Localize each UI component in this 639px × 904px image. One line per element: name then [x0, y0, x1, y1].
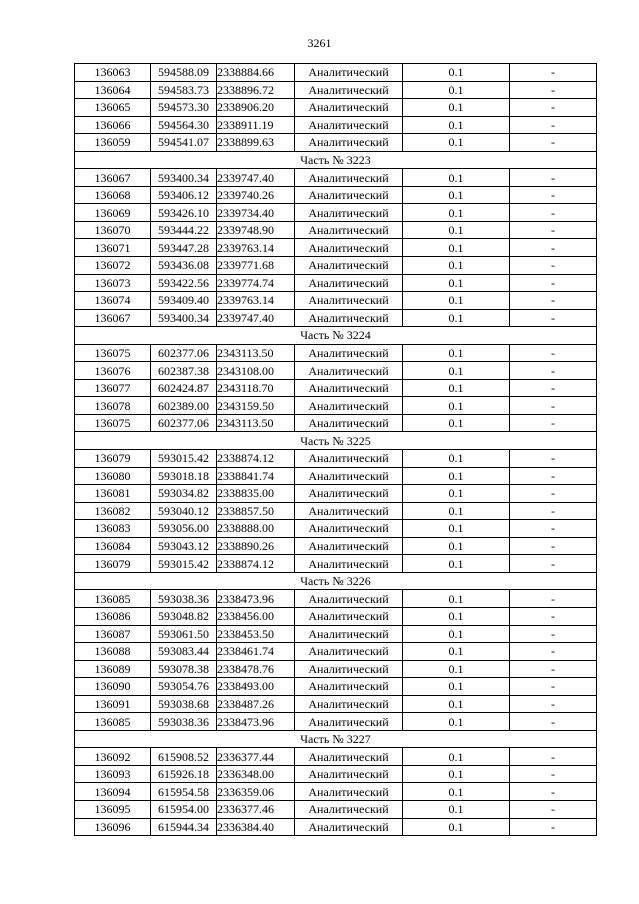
table-row: [75, 748, 597, 766]
method-cell: Аналитический: [295, 221, 403, 239]
note-cell: -: [510, 169, 597, 187]
table-row: [75, 414, 597, 432]
y-coordinate-cell: 2338461.74: [217, 643, 295, 661]
x-coordinate-cell: 593406.12: [151, 186, 217, 204]
method-cell: Аналитический: [295, 502, 403, 520]
note-cell: -: [510, 81, 597, 99]
point-number-cell: 136077: [75, 379, 151, 397]
y-coordinate-cell: 2338841.74: [217, 467, 295, 485]
note-cell: -: [510, 678, 597, 696]
note-cell: -: [510, 362, 597, 380]
y-coordinate-cell: 2343159.50: [217, 397, 295, 415]
x-coordinate-cell: 615944.34: [151, 818, 217, 836]
note-cell: -: [510, 625, 597, 643]
x-coordinate-cell: 593054.76: [151, 678, 217, 696]
table-row: [75, 344, 597, 362]
x-coordinate-cell: 593061.50: [151, 625, 217, 643]
point-number-cell: 136067: [75, 309, 151, 327]
table-row: [75, 765, 597, 783]
note-cell: -: [510, 537, 597, 555]
y-coordinate-cell: 2343113.50: [217, 344, 295, 362]
point-number-cell: 136076: [75, 362, 151, 380]
x-coordinate-cell: 593436.08: [151, 257, 217, 275]
note-cell: -: [510, 485, 597, 503]
table-row: [75, 467, 597, 485]
y-coordinate-cell: 2338906.20: [217, 99, 295, 117]
coordinates-table: [74, 63, 597, 836]
note-cell: -: [510, 292, 597, 310]
precision-cell: 0.1: [403, 99, 510, 117]
y-coordinate-cell: 2338911.19: [217, 116, 295, 134]
table-row: [75, 643, 597, 661]
y-coordinate-cell: 2339763.14: [217, 292, 295, 310]
y-coordinate-cell: 2339747.40: [217, 169, 295, 187]
note-cell: -: [510, 502, 597, 520]
method-cell: Аналитический: [295, 99, 403, 117]
part-header-row: [75, 730, 597, 748]
method-cell: Аналитический: [295, 204, 403, 222]
point-number-cell: 136095: [75, 800, 151, 818]
precision-cell: 0.1: [403, 590, 510, 608]
part-header: Часть № 3223: [75, 151, 597, 169]
x-coordinate-cell: 593015.42: [151, 450, 217, 468]
point-number-cell: 136066: [75, 116, 151, 134]
x-coordinate-cell: 593038.36: [151, 713, 217, 731]
part-header-row: [75, 432, 597, 450]
method-cell: Аналитический: [295, 643, 403, 661]
y-coordinate-cell: 2336384.40: [217, 818, 295, 836]
precision-cell: 0.1: [403, 204, 510, 222]
method-cell: Аналитический: [295, 537, 403, 555]
table-row: [75, 485, 597, 503]
point-number-cell: 136078: [75, 397, 151, 415]
note-cell: -: [510, 397, 597, 415]
note-cell: -: [510, 590, 597, 608]
point-number-cell: 136083: [75, 520, 151, 538]
x-coordinate-cell: 593040.12: [151, 502, 217, 520]
table-row: [75, 397, 597, 415]
table-row: [75, 450, 597, 468]
method-cell: Аналитический: [295, 783, 403, 801]
part-header: Часть № 3225: [75, 432, 597, 450]
y-coordinate-cell: 2338478.76: [217, 660, 295, 678]
precision-cell: 0.1: [403, 274, 510, 292]
y-coordinate-cell: 2338874.12: [217, 555, 295, 573]
point-number-cell: 136072: [75, 257, 151, 275]
method-cell: Аналитический: [295, 678, 403, 696]
note-cell: -: [510, 818, 597, 836]
method-cell: Аналитический: [295, 765, 403, 783]
table-row: [75, 99, 597, 117]
method-cell: Аналитический: [295, 274, 403, 292]
y-coordinate-cell: 2338493.00: [217, 678, 295, 696]
y-coordinate-cell: 2343113.50: [217, 414, 295, 432]
table-row: [75, 186, 597, 204]
x-coordinate-cell: 593426.10: [151, 204, 217, 222]
note-cell: -: [510, 64, 597, 82]
note-cell: -: [510, 643, 597, 661]
note-cell: -: [510, 783, 597, 801]
y-coordinate-cell: 2336359.06: [217, 783, 295, 801]
method-cell: Аналитический: [295, 116, 403, 134]
point-number-cell: 136074: [75, 292, 151, 310]
point-number-cell: 136080: [75, 467, 151, 485]
x-coordinate-cell: 593444.22: [151, 221, 217, 239]
method-cell: Аналитический: [295, 818, 403, 836]
x-coordinate-cell: 594588.09: [151, 64, 217, 82]
table-row: [75, 537, 597, 555]
method-cell: Аналитический: [295, 800, 403, 818]
point-number-cell: 136079: [75, 450, 151, 468]
method-cell: Аналитический: [295, 257, 403, 275]
note-cell: -: [510, 99, 597, 117]
x-coordinate-cell: 594573.30: [151, 99, 217, 117]
point-number-cell: 136068: [75, 186, 151, 204]
point-number-cell: 136082: [75, 502, 151, 520]
y-coordinate-cell: 2338890.26: [217, 537, 295, 555]
point-number-cell: 136065: [75, 99, 151, 117]
point-number-cell: 136071: [75, 239, 151, 257]
y-coordinate-cell: 2338456.00: [217, 607, 295, 625]
point-number-cell: 136073: [75, 274, 151, 292]
point-number-cell: 136087: [75, 625, 151, 643]
note-cell: -: [510, 239, 597, 257]
table-row: [75, 257, 597, 275]
x-coordinate-cell: 593038.68: [151, 695, 217, 713]
x-coordinate-cell: 594564.30: [151, 116, 217, 134]
table-row: [75, 502, 597, 520]
precision-cell: 0.1: [403, 81, 510, 99]
note-cell: -: [510, 186, 597, 204]
y-coordinate-cell: 2338896.72: [217, 81, 295, 99]
precision-cell: 0.1: [403, 450, 510, 468]
y-coordinate-cell: 2336348.00: [217, 765, 295, 783]
precision-cell: 0.1: [403, 678, 510, 696]
table-row: [75, 64, 597, 82]
x-coordinate-cell: 593400.34: [151, 309, 217, 327]
method-cell: Аналитический: [295, 555, 403, 573]
point-number-cell: 136089: [75, 660, 151, 678]
y-coordinate-cell: 2343118.70: [217, 379, 295, 397]
table-row: [75, 660, 597, 678]
y-coordinate-cell: 2338888.00: [217, 520, 295, 538]
table-row: [75, 134, 597, 152]
y-coordinate-cell: 2338473.96: [217, 590, 295, 608]
method-cell: Аналитический: [295, 379, 403, 397]
method-cell: Аналитический: [295, 186, 403, 204]
part-header: Часть № 3227: [75, 730, 597, 748]
table-row: [75, 818, 597, 836]
y-coordinate-cell: 2339740.26: [217, 186, 295, 204]
precision-cell: 0.1: [403, 765, 510, 783]
note-cell: -: [510, 800, 597, 818]
x-coordinate-cell: 615908.52: [151, 748, 217, 766]
x-coordinate-cell: 593043.12: [151, 537, 217, 555]
precision-cell: 0.1: [403, 643, 510, 661]
note-cell: -: [510, 257, 597, 275]
table-row: [75, 292, 597, 310]
point-number-cell: 136075: [75, 344, 151, 362]
point-number-cell: 136091: [75, 695, 151, 713]
y-coordinate-cell: 2338487.26: [217, 695, 295, 713]
y-coordinate-cell: 2336377.46: [217, 800, 295, 818]
note-cell: -: [510, 309, 597, 327]
precision-cell: 0.1: [403, 64, 510, 82]
table-row: [75, 678, 597, 696]
y-coordinate-cell: 2338899.63: [217, 134, 295, 152]
y-coordinate-cell: 2338857.50: [217, 502, 295, 520]
point-number-cell: 136092: [75, 748, 151, 766]
x-coordinate-cell: 602377.06: [151, 344, 217, 362]
note-cell: -: [510, 765, 597, 783]
note-cell: -: [510, 414, 597, 432]
method-cell: Аналитический: [295, 292, 403, 310]
note-cell: -: [510, 660, 597, 678]
method-cell: Аналитический: [295, 625, 403, 643]
x-coordinate-cell: 602377.06: [151, 414, 217, 432]
y-coordinate-cell: 2336377.44: [217, 748, 295, 766]
point-number-cell: 136084: [75, 537, 151, 555]
x-coordinate-cell: 593078.38: [151, 660, 217, 678]
x-coordinate-cell: 615926.18: [151, 765, 217, 783]
note-cell: -: [510, 450, 597, 468]
note-cell: -: [510, 467, 597, 485]
point-number-cell: 136070: [75, 221, 151, 239]
note-cell: -: [510, 555, 597, 573]
method-cell: Аналитический: [295, 485, 403, 503]
point-number-cell: 136096: [75, 818, 151, 836]
y-coordinate-cell: 2338835.00: [217, 485, 295, 503]
method-cell: Аналитический: [295, 344, 403, 362]
table-row: [75, 783, 597, 801]
precision-cell: 0.1: [403, 169, 510, 187]
method-cell: Аналитический: [295, 239, 403, 257]
method-cell: Аналитический: [295, 309, 403, 327]
precision-cell: 0.1: [403, 660, 510, 678]
table-row: [75, 274, 597, 292]
method-cell: Аналитический: [295, 695, 403, 713]
x-coordinate-cell: 602424.87: [151, 379, 217, 397]
note-cell: -: [510, 134, 597, 152]
table-row: [75, 81, 597, 99]
point-number-cell: 136059: [75, 134, 151, 152]
x-coordinate-cell: 593056.00: [151, 520, 217, 538]
note-cell: -: [510, 274, 597, 292]
point-number-cell: 136067: [75, 169, 151, 187]
part-header: Часть № 3226: [75, 572, 597, 590]
y-coordinate-cell: 2338453.50: [217, 625, 295, 643]
x-coordinate-cell: 593034.82: [151, 485, 217, 503]
point-number-cell: 136064: [75, 81, 151, 99]
point-number-cell: 136079: [75, 555, 151, 573]
x-coordinate-cell: 602389.00: [151, 397, 217, 415]
table-row: [75, 362, 597, 380]
point-number-cell: 136085: [75, 590, 151, 608]
precision-cell: 0.1: [403, 292, 510, 310]
method-cell: Аналитический: [295, 450, 403, 468]
coordinates-table-body: [75, 64, 597, 836]
precision-cell: 0.1: [403, 414, 510, 432]
y-coordinate-cell: 2338874.12: [217, 450, 295, 468]
part-header: Часть № 3224: [75, 327, 597, 345]
point-number-cell: 136075: [75, 414, 151, 432]
method-cell: Аналитический: [295, 467, 403, 485]
page-number: 3261: [307, 36, 332, 50]
x-coordinate-cell: 594541.07: [151, 134, 217, 152]
precision-cell: 0.1: [403, 502, 510, 520]
part-header-row: [75, 572, 597, 590]
table-row: [75, 116, 597, 134]
point-number-cell: 136085: [75, 713, 151, 731]
note-cell: -: [510, 695, 597, 713]
table-row: [75, 169, 597, 187]
x-coordinate-cell: 594583.73: [151, 81, 217, 99]
point-number-cell: 136069: [75, 204, 151, 222]
precision-cell: 0.1: [403, 309, 510, 327]
note-cell: -: [510, 748, 597, 766]
method-cell: Аналитический: [295, 362, 403, 380]
x-coordinate-cell: 593409.40: [151, 292, 217, 310]
x-coordinate-cell: 593015.42: [151, 555, 217, 573]
table-row: [75, 607, 597, 625]
method-cell: Аналитический: [295, 397, 403, 415]
method-cell: Аналитический: [295, 520, 403, 538]
method-cell: Аналитический: [295, 81, 403, 99]
method-cell: Аналитический: [295, 660, 403, 678]
table-row: [75, 713, 597, 731]
y-coordinate-cell: 2339747.40: [217, 309, 295, 327]
table-row: [75, 221, 597, 239]
x-coordinate-cell: 593083.44: [151, 643, 217, 661]
y-coordinate-cell: 2338884.66: [217, 64, 295, 82]
x-coordinate-cell: 593400.34: [151, 169, 217, 187]
method-cell: Аналитический: [295, 64, 403, 82]
y-coordinate-cell: 2338473.96: [217, 713, 295, 731]
method-cell: Аналитический: [295, 414, 403, 432]
method-cell: Аналитический: [295, 607, 403, 625]
precision-cell: 0.1: [403, 800, 510, 818]
note-cell: -: [510, 221, 597, 239]
precision-cell: 0.1: [403, 713, 510, 731]
note-cell: -: [510, 607, 597, 625]
precision-cell: 0.1: [403, 783, 510, 801]
precision-cell: 0.1: [403, 362, 510, 380]
table-row: [75, 555, 597, 573]
y-coordinate-cell: 2339774.74: [217, 274, 295, 292]
table-row: [75, 590, 597, 608]
y-coordinate-cell: 2339748.90: [217, 221, 295, 239]
precision-cell: 0.1: [403, 485, 510, 503]
point-number-cell: 136063: [75, 64, 151, 82]
precision-cell: 0.1: [403, 134, 510, 152]
point-number-cell: 136081: [75, 485, 151, 503]
part-header-row: [75, 327, 597, 345]
point-number-cell: 136093: [75, 765, 151, 783]
x-coordinate-cell: 615954.00: [151, 800, 217, 818]
precision-cell: 0.1: [403, 379, 510, 397]
part-header-row: [75, 151, 597, 169]
precision-cell: 0.1: [403, 748, 510, 766]
precision-cell: 0.1: [403, 257, 510, 275]
note-cell: -: [510, 204, 597, 222]
method-cell: Аналитический: [295, 713, 403, 731]
point-number-cell: 136094: [75, 783, 151, 801]
y-coordinate-cell: 2339771.68: [217, 257, 295, 275]
y-coordinate-cell: 2339763.14: [217, 239, 295, 257]
precision-cell: 0.1: [403, 520, 510, 538]
table-row: [75, 204, 597, 222]
note-cell: -: [510, 116, 597, 134]
x-coordinate-cell: 593038.36: [151, 590, 217, 608]
table-row: [75, 379, 597, 397]
precision-cell: 0.1: [403, 555, 510, 573]
precision-cell: 0.1: [403, 186, 510, 204]
precision-cell: 0.1: [403, 537, 510, 555]
precision-cell: 0.1: [403, 607, 510, 625]
precision-cell: 0.1: [403, 625, 510, 643]
table-row: [75, 239, 597, 257]
method-cell: Аналитический: [295, 134, 403, 152]
table-row: [75, 625, 597, 643]
x-coordinate-cell: 593018.18: [151, 467, 217, 485]
point-number-cell: 136090: [75, 678, 151, 696]
note-cell: -: [510, 379, 597, 397]
precision-cell: 0.1: [403, 116, 510, 134]
method-cell: Аналитический: [295, 169, 403, 187]
note-cell: -: [510, 520, 597, 538]
note-cell: -: [510, 713, 597, 731]
method-cell: Аналитический: [295, 590, 403, 608]
point-number-cell: 136086: [75, 607, 151, 625]
x-coordinate-cell: 593422.56: [151, 274, 217, 292]
table-row: [75, 695, 597, 713]
x-coordinate-cell: 615954.58: [151, 783, 217, 801]
x-coordinate-cell: 602387.38: [151, 362, 217, 380]
note-cell: -: [510, 344, 597, 362]
precision-cell: 0.1: [403, 221, 510, 239]
precision-cell: 0.1: [403, 239, 510, 257]
table-row: [75, 309, 597, 327]
precision-cell: 0.1: [403, 344, 510, 362]
table-row: [75, 520, 597, 538]
precision-cell: 0.1: [403, 695, 510, 713]
point-number-cell: 136088: [75, 643, 151, 661]
method-cell: Аналитический: [295, 748, 403, 766]
precision-cell: 0.1: [403, 818, 510, 836]
y-coordinate-cell: 2343108.00: [217, 362, 295, 380]
x-coordinate-cell: 593048.82: [151, 607, 217, 625]
precision-cell: 0.1: [403, 467, 510, 485]
table-row: [75, 800, 597, 818]
y-coordinate-cell: 2339734.40: [217, 204, 295, 222]
x-coordinate-cell: 593447.28: [151, 239, 217, 257]
precision-cell: 0.1: [403, 397, 510, 415]
